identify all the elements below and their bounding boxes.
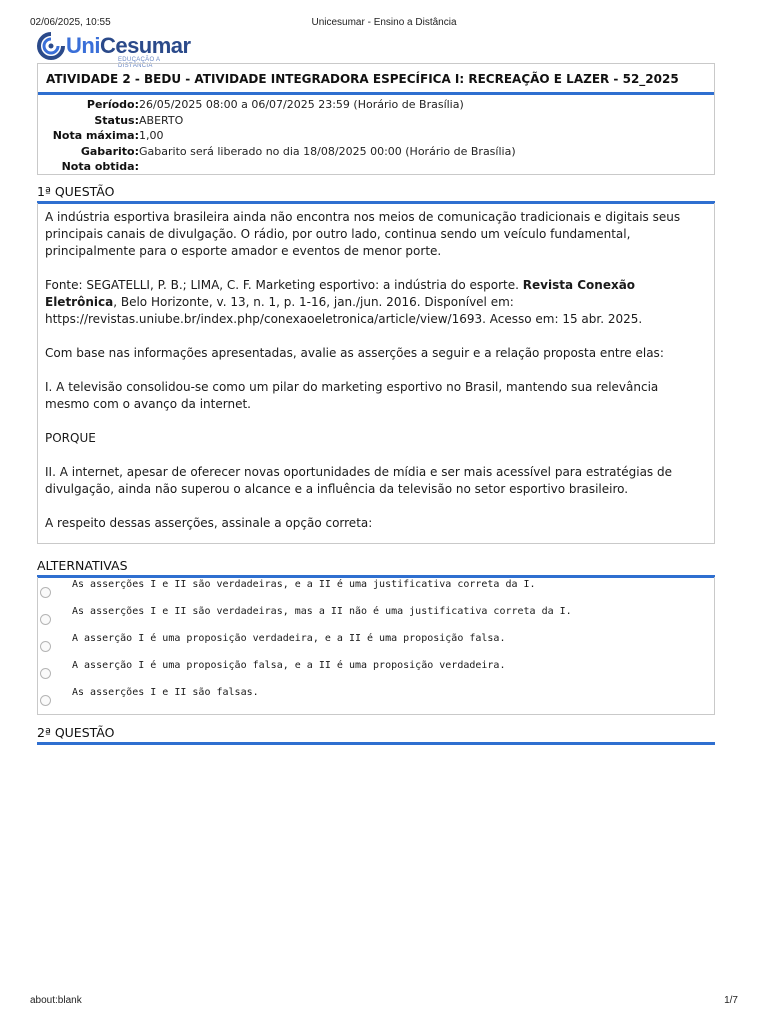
question-paragraph: A indústria esportiva brasileira ainda não encontra nos meios de comunicação tradicionais e digitais seus principais canais de divulgação. O rádio, por outro lado, continua sendo um veículo fundamental, principalmente para o esporte amador e eventos de menor porte. — [45, 210, 681, 258]
unicesumar-swirl-icon — [36, 32, 66, 60]
field-value: 1,00 — [139, 129, 164, 142]
question-source: Fonte: SEGATELLI, P. B.; LIMA, C. F. Marketing esportivo: a indústria do esporte. Revista Conexão Eletrônica, Belo Horizonte, v. 13, n. 1, p. 1-16, jan./jun. 2016. Disponível em: https://revistas.uniube.br/index.php/conexaoeletronica/article/view/1693. Acesso em: 15 abr. 2025. — [45, 278, 643, 326]
print-page-number: 1/7 — [724, 995, 738, 1006]
alternative-option[interactable] — [38, 577, 714, 604]
alternative-label: A asserção I é uma proposição verdadeira, e a II é uma proposição falsa. — [72, 633, 506, 644]
print-footer — [30, 995, 738, 1009]
print-page-title: Unicesumar - Ensino a Distância — [311, 17, 457, 28]
print-url: about:blank — [30, 995, 82, 1006]
alternatives-heading: ALTERNATIVAS — [37, 558, 715, 578]
question-1-body — [37, 203, 715, 544]
alternative-label: As asserções I e II são falsas. — [72, 687, 259, 698]
activity-title: ATIVIDADE 2 - BEDU - ATIVIDADE INTEGRADORA ESPECÍFICA I: RECREAÇÃO E LAZER - 52_2025 — [38, 64, 714, 95]
activity-info-panel — [37, 63, 715, 175]
alternative-label: As asserções I e II são verdadeiras, mas a II não é uma justificativa correta da I. — [72, 606, 572, 617]
assertion-2: II. A internet, apesar de oferecer novas oportunidades de mídia e ser mais acessível para estratégias de divulgação, ainda não superou o alcance e a influência da televisão no setor esportivo brasileiro. — [45, 465, 672, 496]
field-label: Status: — [94, 113, 139, 127]
source-journal: Revista Conexão Eletrônica — [45, 278, 636, 309]
alternative-option[interactable] — [38, 604, 714, 631]
logo-subtitle: EDUCAÇÃO A DISTÂNCIA — [118, 57, 161, 69]
assertion-1: I. A televisão consolidou-se como um pilar do marketing esportivo no Brasil, mantendo sua relevância mesmo com o avanço da internet. — [45, 380, 659, 411]
alternative-label: As asserções I e II são verdadeiras, e a II é uma justificativa correta da I. — [72, 579, 536, 590]
alternative-option[interactable] — [38, 631, 714, 658]
radio-button[interactable] — [40, 641, 51, 652]
field-value: 26/05/2025 08:00 a 06/07/2025 23:59 (Horário de Brasília) — [139, 98, 464, 111]
unicesumar-logo — [36, 32, 196, 69]
activity-fields — [38, 95, 714, 175]
field-label: Nota obtida: — [61, 160, 139, 173]
field-label: Gabarito: — [80, 144, 139, 158]
radio-button[interactable] — [40, 587, 51, 598]
print-datetime: 02/06/2025, 10:55 — [30, 17, 111, 28]
field-periodo — [38, 97, 714, 113]
question-prompt: A respeito dessas asserções, assinale a opção correta: — [45, 516, 373, 530]
radio-button[interactable] — [40, 614, 51, 625]
alternatives-list — [37, 577, 715, 715]
alternative-option[interactable] — [38, 658, 714, 685]
logo-wordmark: UniCesumar — [66, 33, 191, 58]
field-gabarito — [38, 144, 714, 160]
question-2-heading: 2ª QUESTÃO — [37, 725, 715, 745]
field-nota-obtida — [38, 159, 714, 175]
print-header — [30, 17, 738, 31]
field-value: Gabarito será liberado no dia 18/08/2025 00:00 (Horário de Brasília) — [139, 144, 516, 158]
field-label: Nota máxima: — [52, 129, 139, 142]
question-1-heading: 1ª QUESTÃO — [37, 184, 715, 204]
radio-button[interactable] — [40, 695, 51, 706]
field-value: ABERTO — [139, 113, 184, 127]
radio-button[interactable] — [40, 668, 51, 679]
field-status — [38, 113, 714, 129]
field-label: Período: — [86, 98, 139, 111]
alternative-label: A asserção I é uma proposição falsa, e a II é uma proposição verdadeira. — [72, 660, 506, 671]
alternative-option[interactable] — [38, 685, 714, 712]
field-nota-maxima — [38, 128, 714, 144]
question-paragraph: Com base nas informações apresentadas, avalie as asserções a seguir e a relação proposta entre elas: — [45, 346, 664, 360]
assertion-connector: PORQUE — [45, 431, 96, 445]
